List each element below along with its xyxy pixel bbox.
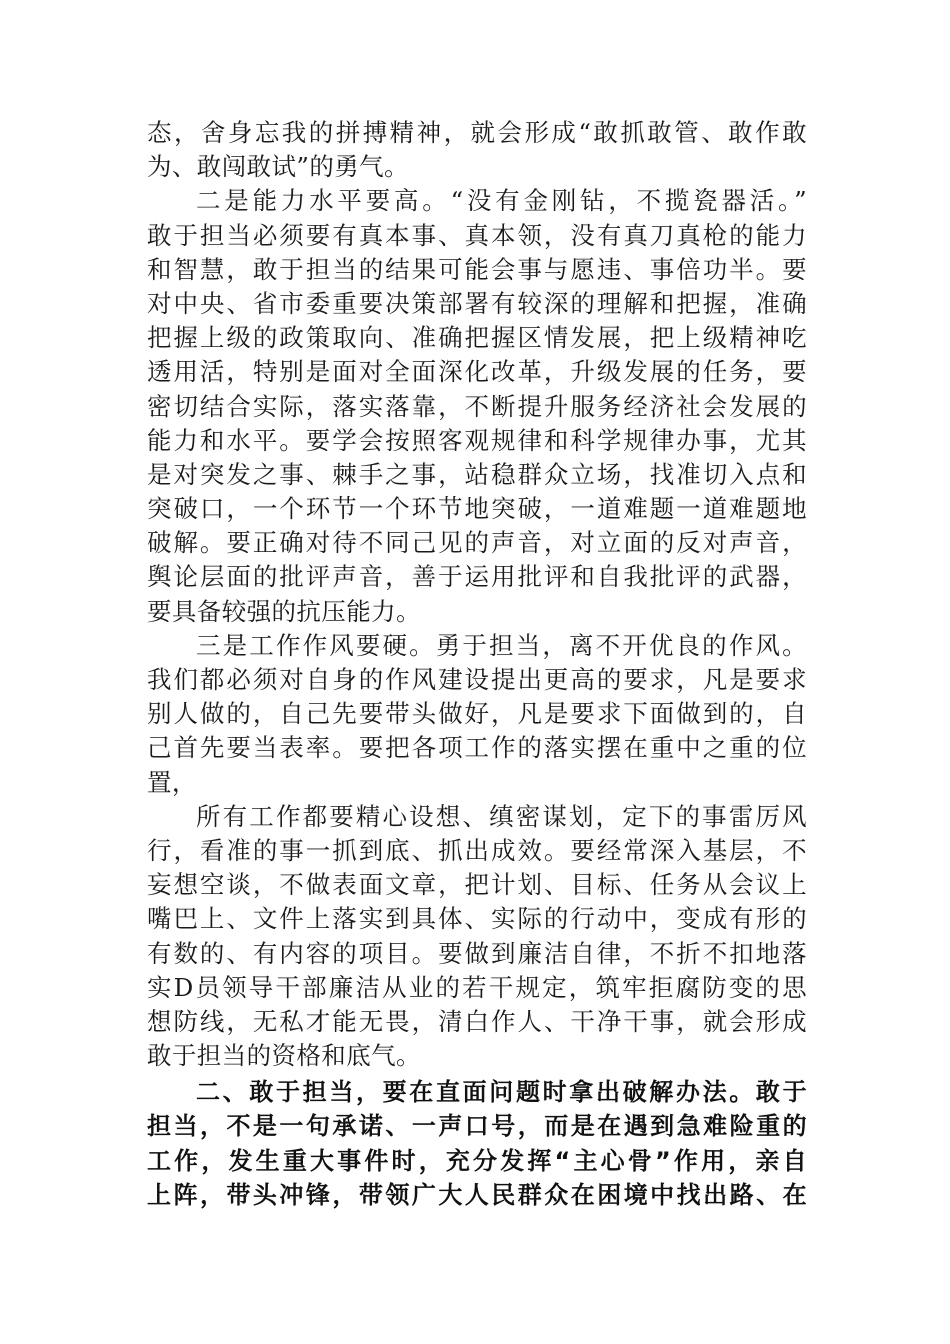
text-line: 别人做的，自己先要带头做好，凡是要求下面做到的，自 xyxy=(147,699,807,729)
text-line-bold: 担当，不是一句承诺、一声口号，而是在遇到急难险重的 xyxy=(147,1112,807,1141)
text-line: 和智慧，敢于担当的结果可能会事与愿违、事倍功半。要 xyxy=(147,254,807,284)
paragraph-planning xyxy=(147,800,807,1074)
text-line: 己首先要当表率。要把各项工作的落实摆在重中之重的位 xyxy=(147,733,807,763)
text-line: 妄想空谈，不做表面文章，把计划、目标、任务从会议上 xyxy=(147,870,807,900)
paragraph-work-style xyxy=(147,629,807,800)
text-line: 敢于担当必须要有真本事、真本领，没有真刀真枪的能力 xyxy=(147,220,807,250)
text-line: 透用活，特别是面对全面深化改革，升级发展的任务，要 xyxy=(147,357,807,387)
text-line: 突破口，一个环节一个环节地突破，一道难题一道难题地 xyxy=(147,494,807,524)
section-heading-paragraph xyxy=(147,1075,807,1212)
text-line: 置， xyxy=(147,767,197,797)
text-line: 三是工作作风要硬。勇于担当，离不开优良的作风。 xyxy=(196,630,807,660)
text-line: 敢于担当的资格和底气。 xyxy=(147,1041,421,1071)
text-line: 能力和水平。要学会按照客观规律和科学规律办事，尤其 xyxy=(147,425,807,455)
text-line: 是对突发之事、棘手之事，站稳群众立场，找准切入点和 xyxy=(147,459,807,489)
text-line: 二是能力水平要高。“没有金刚钻，不揽瓷器活。” xyxy=(196,186,807,216)
paragraph-courage-closing xyxy=(147,116,807,184)
text-line: 把握上级的政策取向、准确把握区情发展，把上级精神吃 xyxy=(147,323,807,353)
text-line: 密切结合实际，落实落靠，不断提升服务经济社会发展的 xyxy=(147,391,807,421)
text-line: 为、敢闯敢试”的勇气。 xyxy=(147,152,409,182)
text-line: 有数的、有内容的项目。要做到廉洁自律，不折不扣地落 xyxy=(147,938,807,968)
text-line: 行，看准的事一抓到底、抓出成效。要经常深入基层，不 xyxy=(147,835,807,865)
text-line: 要具备较强的抗压能力。 xyxy=(147,596,421,626)
text-line-bold: 上阵，带头冲锋，带领广大人民群众在困境中找出路、在 xyxy=(147,1180,807,1209)
text-line: 所有工作都要精心设想、缜密谋划，定下的事雷厉风 xyxy=(196,801,807,831)
text-line: 实D员领导干部廉洁从业的若干规定，筑牢拒腐防变的思 xyxy=(147,972,807,1002)
text-line: 破解。要正确对待不同己见的声音，对立面的反对声音， xyxy=(147,528,807,558)
document-body xyxy=(147,116,807,1212)
text-line: 我们都必须对自身的作风建设提出更高的要求，凡是要求 xyxy=(147,665,807,694)
text-line: 舆论层面的批评声音，善于运用批评和自我批评的武器， xyxy=(147,562,807,592)
text-line-bold: 工作，发生重大事件时，充分发挥“主心骨”作用，亲自 xyxy=(147,1146,807,1175)
text-line: 嘴巴上、文件上落实到具体、实际的行动中，变成有形的 xyxy=(147,904,807,934)
text-line: 态，舍身忘我的拼搏精神，就会形成“敢抓敢管、敢作敢 xyxy=(147,118,807,147)
text-line: 对中央、省市委重要决策部署有较深的理解和把握，准确 xyxy=(147,288,807,318)
text-line: 想防线，无私才能无畏，清白作人、干净干事，就会形成 xyxy=(147,1006,807,1036)
paragraph-ability xyxy=(147,184,807,628)
text-line-bold: 二、敢于担当，要在直面问题时拿出破解办法。敢于 xyxy=(196,1078,807,1107)
